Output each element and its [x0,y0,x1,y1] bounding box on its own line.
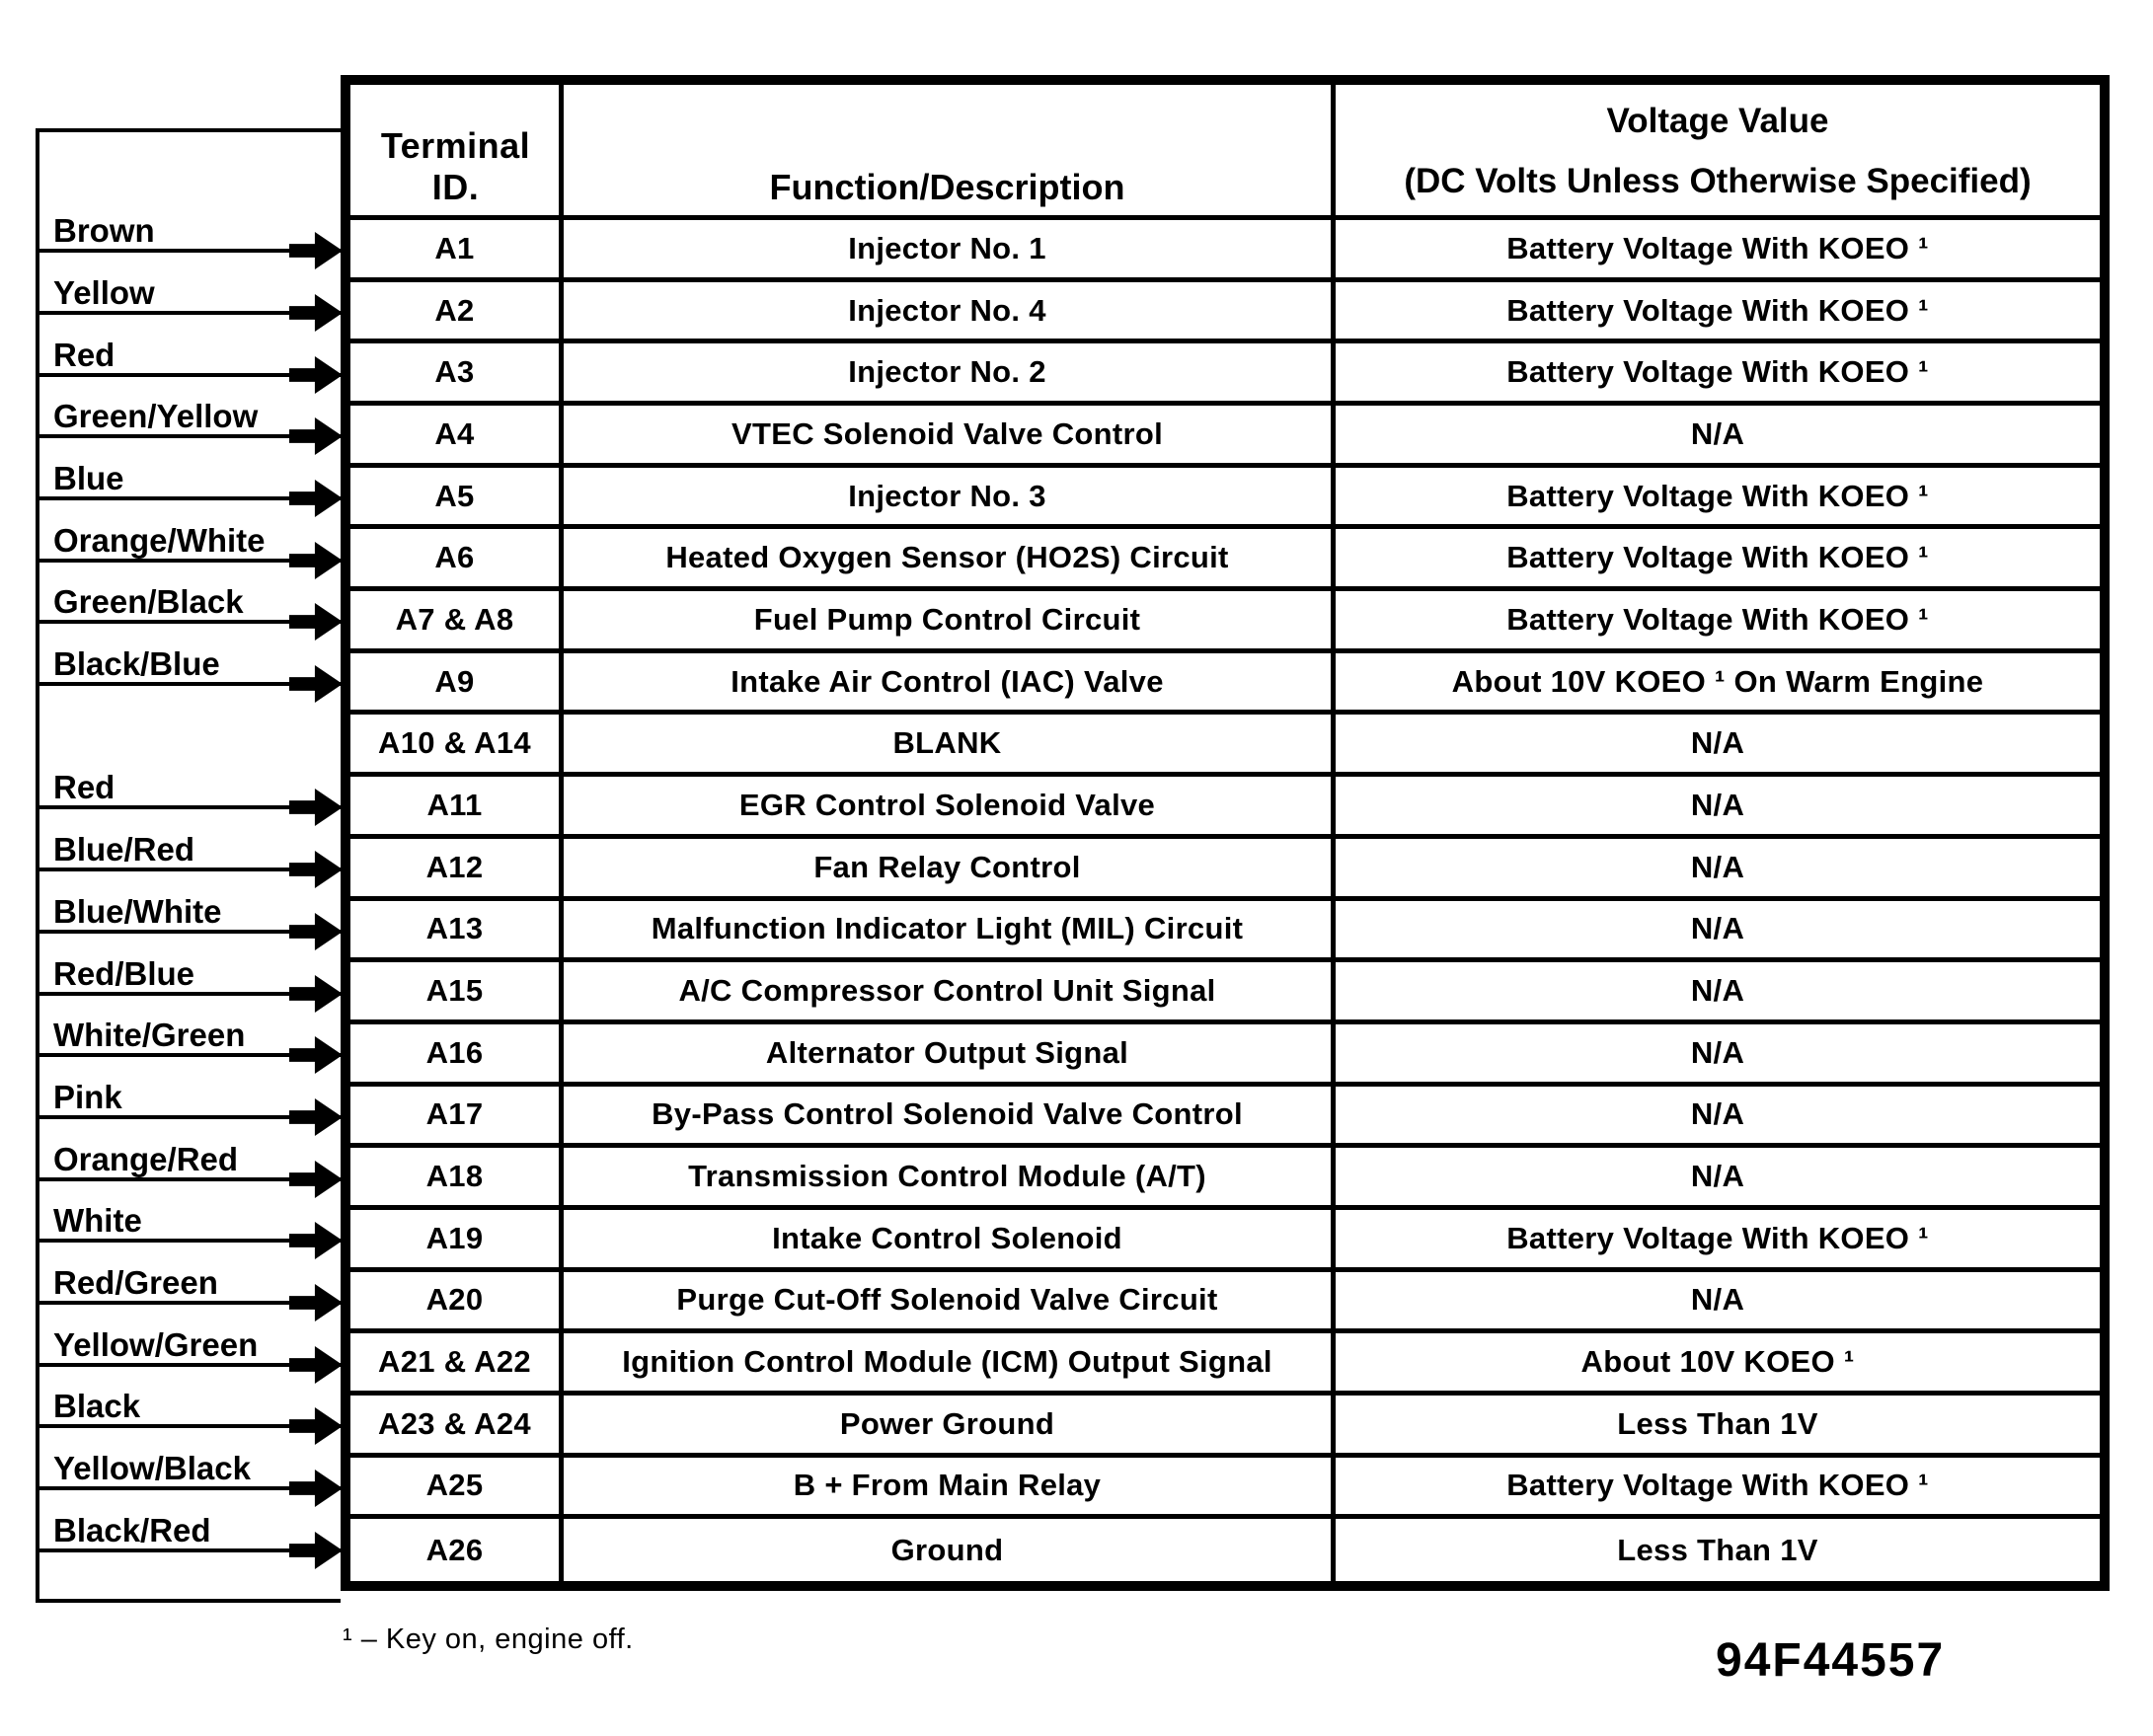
wire-entry [39,513,341,563]
right-arrow-icon [289,1284,343,1321]
voltage-cell: N/A [1336,1024,2100,1087]
wire-entry [39,884,341,934]
voltage-cell: Battery Voltage With KOEO ¹ [1336,591,2100,653]
terminal-cell: A3 [350,343,564,406]
terminal-cell: A10 & A14 [350,715,564,777]
function-cell: Purge Cut-Off Solenoid Valve Circuit [564,1272,1336,1334]
wire-color-label: Blue [53,460,124,496]
function-cell: EGR Control Solenoid Valve [564,777,1336,839]
terminal-cell: A6 [350,529,564,591]
wire-entry [39,451,341,500]
voltage-cell: Battery Voltage With KOEO ¹ [1336,468,2100,530]
right-arrow-icon [289,294,343,332]
function-cell: Malfunction Indicator Light (MIL) Circuit [564,901,1336,963]
wire-color-label: White [53,1202,142,1239]
document-number: 94F44557 [1716,1634,1946,1687]
wire-entry [39,574,341,624]
wire-color-label: Orange/Red [53,1141,239,1177]
wire-color-label: Red [53,769,115,805]
function-cell: BLANK [564,715,1336,777]
function-cell: Injector No. 4 [564,282,1336,344]
terminal-cell: A11 [350,777,564,839]
voltage-cell: Less Than 1V [1336,1396,2100,1458]
right-arrow-icon [289,1222,343,1259]
wire-color-label: Orange/White [53,522,266,559]
wire-entry [39,1070,341,1119]
voltage-cell: Battery Voltage With KOEO ¹ [1336,529,2100,591]
voltage-cell: About 10V KOEO ¹ On Warm Engine [1336,653,2100,716]
voltage-cell: Battery Voltage With KOEO ¹ [1336,220,2100,282]
right-arrow-icon [289,232,343,269]
function-cell: Fan Relay Control [564,839,1336,901]
terminal-cell: A12 [350,839,564,901]
wire-color-label: Red/Green [53,1264,218,1301]
function-cell: Intake Control Solenoid [564,1210,1336,1272]
wire-entry [39,265,341,315]
footnote: ¹ – Key on, engine off. [343,1623,634,1655]
wire-color-label: Red [53,337,115,373]
voltage-cell: Battery Voltage With KOEO ¹ [1336,282,2100,344]
voltage-cell: Battery Voltage With KOEO ¹ [1336,1458,2100,1520]
voltage-cell: N/A [1336,777,2100,839]
function-cell: By-Pass Control Solenoid Valve Control [564,1087,1336,1149]
wire-entry [39,1008,341,1057]
right-arrow-icon [289,851,343,888]
terminal-cell: A25 [350,1458,564,1520]
wire-entry [39,389,341,438]
voltage-cell: About 10V KOEO ¹ [1336,1333,2100,1396]
function-header [564,85,1336,220]
wire-color-label: Green/Yellow [53,398,259,434]
terminal-cell: A20 [350,1272,564,1334]
pinout-table [341,75,2110,1591]
wire-entry [39,328,341,377]
wire-panel [36,128,341,1603]
terminal-header-label: Terminal ID. [380,125,531,207]
wire-color-label: Blue/White [53,893,222,930]
wire-color-label: Yellow/Black [53,1450,251,1486]
wire-entry [39,637,341,686]
wire-entry [39,822,341,871]
terminal-cell: A16 [350,1024,564,1087]
voltage-cell: N/A [1336,839,2100,901]
terminal-cell: A21 & A22 [350,1333,564,1396]
terminal-cell: A4 [350,406,564,468]
wire-color-label: Yellow [53,274,155,311]
wire-color-label: Pink [53,1079,122,1115]
function-cell: Ground [564,1519,1336,1581]
voltage-cell: Battery Voltage With KOEO ¹ [1336,1210,2100,1272]
function-cell: Injector No. 1 [564,220,1336,282]
terminal-cell: A18 [350,1148,564,1210]
function-cell: A/C Compressor Control Unit Signal [564,962,1336,1024]
function-cell: B + From Main Relay [564,1458,1336,1520]
function-cell: Power Ground [564,1396,1336,1458]
wire-color-label: White/Green [53,1017,246,1053]
wire-color-label: Brown [53,212,155,249]
terminal-cell: A1 [350,220,564,282]
voltage-cell: N/A [1336,1272,2100,1334]
wire-color-label: Green/Black [53,583,244,620]
voltage-cell: N/A [1336,406,2100,468]
right-arrow-icon [289,913,343,950]
wire-color-label: Blue/Red [53,831,195,868]
voltage-cell: Less Than 1V [1617,1532,1818,1567]
wire-color-label: Yellow/Green [53,1326,259,1363]
wire-entry [39,760,341,809]
wire-entry [39,1193,341,1243]
wire-entry [39,1318,341,1367]
voltage-header-line2: (DC Volts Unless Otherwise Specified) [1404,161,2032,200]
wire-entry [39,1132,341,1181]
function-cell: Injector No. 3 [564,468,1336,530]
function-cell: Injector No. 2 [564,343,1336,406]
right-arrow-icon [289,480,343,517]
wire-entry [39,1379,341,1428]
wire-color-label: Red/Blue [53,955,195,992]
wire-color-label: Black/Red [53,1512,211,1548]
right-arrow-icon [289,665,343,703]
wire-entry [39,1441,341,1490]
right-arrow-icon [289,1532,343,1569]
voltage-cell: N/A [1336,962,2100,1024]
right-arrow-icon [289,1036,343,1074]
function-cell: Ignition Control Module (ICM) Output Signal [564,1333,1336,1396]
terminal-cell: A2 [350,282,564,344]
right-arrow-icon [289,1470,343,1507]
function-cell: Alternator Output Signal [564,1024,1336,1087]
right-arrow-icon [289,789,343,826]
terminal-cell: A13 [350,901,564,963]
voltage-cell: Battery Voltage With KOEO ¹ [1336,343,2100,406]
right-arrow-icon [289,417,343,455]
function-cell: VTEC Solenoid Valve Control [564,406,1336,468]
terminal-cell: A26 [350,1519,564,1581]
terminal-cell: A23 & A24 [350,1396,564,1458]
wire-entry [39,946,341,996]
terminal-header [350,85,564,220]
terminal-cell: A19 [350,1210,564,1272]
right-arrow-icon [289,603,343,641]
voltage-header [1336,85,2100,220]
function-cell: Heated Oxygen Sensor (HO2S) Circuit [564,529,1336,591]
wire-entry [39,203,341,253]
voltage-cell: N/A [1336,901,2100,963]
function-cell: Intake Air Control (IAC) Valve [564,653,1336,716]
wire-color-label: Black [53,1388,141,1424]
right-arrow-icon [289,1407,343,1445]
terminal-cell: A9 [350,653,564,716]
wire-entry [39,1255,341,1305]
voltage-header-line1: Voltage Value [1606,101,1829,140]
terminal-cell: A17 [350,1087,564,1149]
terminal-cell: A7 & A8 [350,591,564,653]
voltage-cell: N/A [1336,715,2100,777]
function-cell: Fuel Pump Control Circuit [564,591,1336,653]
wire-color-label: Black/Blue [53,645,220,682]
terminal-cell: A15 [350,962,564,1024]
wire-entry [39,1503,341,1552]
voltage-cell: N/A [1336,1087,2100,1149]
function-cell: Transmission Control Module (A/T) [564,1148,1336,1210]
function-header-label: Function/Description [769,166,1125,207]
terminal-cell: A5 [350,468,564,530]
voltage-cell: N/A [1336,1148,2100,1210]
right-arrow-icon [289,1098,343,1136]
